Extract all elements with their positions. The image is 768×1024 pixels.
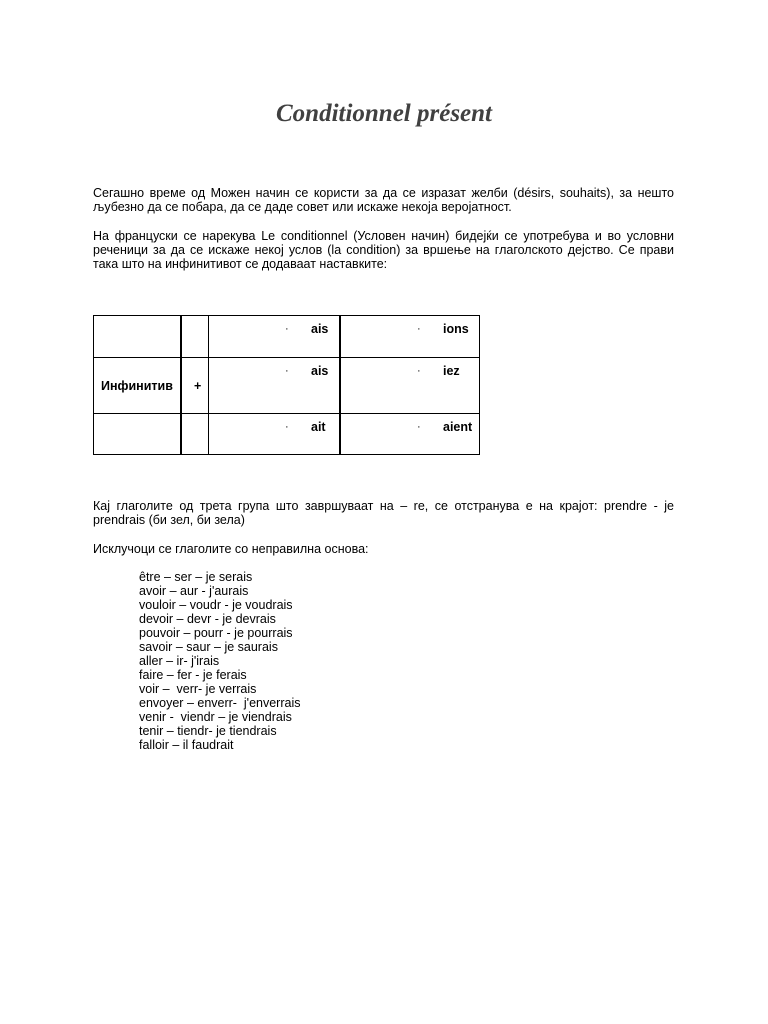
page-title: Conditionnel présent: [275, 100, 492, 127]
bullet-icon: ·: [417, 421, 421, 433]
ending-singular-2: ais: [311, 364, 329, 378]
table-cell: [94, 358, 182, 414]
list-item: tenir – tiendr- je tiendrais: [139, 724, 277, 738]
table-cell: [340, 414, 480, 455]
table-cell: [94, 316, 182, 358]
ending-plural-1: ions: [443, 322, 469, 336]
formation-paragraph: На француски се нарекува Le conditionnel (Условен начин) бидејќи се употребува и во условни реченици за да се искаже некој услов (la condition) за вршење на глаголското дејство. Се прави така што на инфинитивот се додаваат наставките:: [93, 229, 674, 271]
list-item: falloir – il faudrait: [139, 738, 234, 752]
list-item: être – ser – je serais: [139, 570, 253, 584]
intro-paragraph: Сегашно време од Можен начин се користи за да се изразат желби (désirs, souhaits), за нешто љубезно да се побара, да се даде совет или искаже некоја веројатност.: [93, 186, 674, 214]
ending-singular-1: ais: [311, 322, 329, 336]
list-item: voir – verr- je verrais: [139, 682, 257, 696]
bullet-icon: ·: [417, 365, 421, 377]
endings-table: [93, 315, 480, 455]
table-row: [94, 358, 480, 414]
infinitive-label: Инфинитив: [101, 379, 173, 393]
list-item: savoir – saur – je saurais: [139, 640, 278, 654]
ending-singular-3: ait: [311, 420, 326, 434]
table-cell: [94, 414, 182, 455]
table-cell: [209, 316, 341, 358]
bullet-icon: ·: [285, 323, 289, 335]
list-item: aller – ir- j'irais: [139, 654, 220, 668]
list-item: devoir – devr - je devrais: [139, 612, 276, 626]
table-row: [94, 414, 480, 455]
ending-plural-2: iez: [443, 364, 460, 378]
irregular-verb-list: [139, 570, 300, 752]
exceptions-paragraph: Исклучоци се глаголите со неправилна основа:: [93, 542, 369, 556]
table-cell: [181, 414, 209, 455]
table-cell: [209, 414, 341, 455]
table-cell: [209, 358, 341, 414]
table-cell: [181, 358, 209, 414]
table-row: [94, 316, 480, 358]
list-item: vouloir – voudr - je voudrais: [139, 598, 293, 612]
table-cell: [340, 316, 480, 358]
plus-sign: +: [194, 379, 202, 393]
list-item: envoyer – enverr- j'enverrais: [139, 696, 301, 710]
table-cell: [181, 316, 209, 358]
list-item: pouvoir – pourr - je pourrais: [139, 626, 293, 640]
table-cell: [340, 358, 480, 414]
list-item: venir - viendr – je viendrais: [139, 710, 292, 724]
bullet-icon: ·: [285, 365, 289, 377]
bullet-icon: ·: [417, 323, 421, 335]
list-item: faire – fer - je ferais: [139, 668, 247, 682]
bullet-icon: ·: [285, 421, 289, 433]
third-group-paragraph: Кај глаголите од трета група што завршуваат на – re, се отстранува е на крајот: prendre - je prendrais (би зел, би зела): [93, 499, 674, 527]
list-item: avoir – aur - j'aurais: [139, 584, 249, 598]
ending-plural-3: aient: [443, 420, 473, 434]
